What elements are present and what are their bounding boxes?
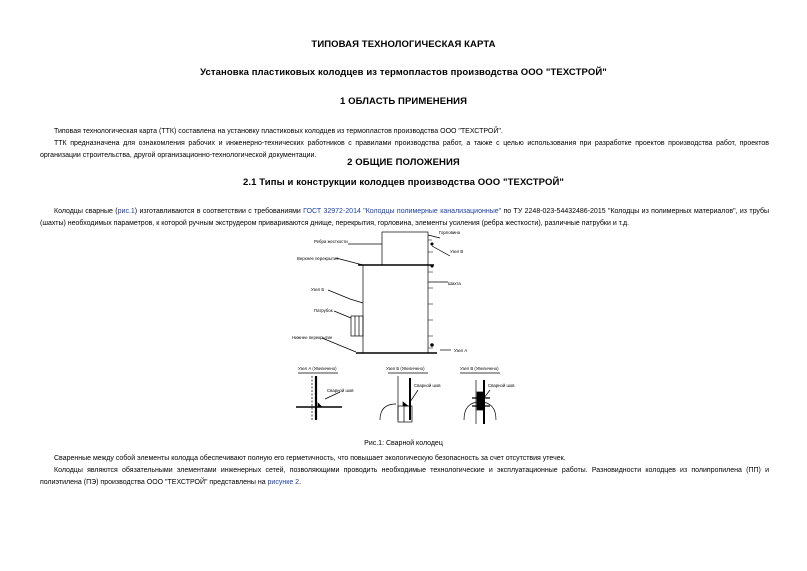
label-node-b: Узел Б <box>311 287 325 292</box>
detail-b-drawing <box>380 373 428 422</box>
label-neck: Горловина <box>439 230 461 235</box>
label-weld-b: Сварной шов <box>414 383 441 388</box>
link-fig1[interactable]: рис.1 <box>117 208 135 215</box>
label-weld-a: Сварной шов <box>327 388 354 393</box>
shaft-shape <box>363 265 428 353</box>
text: Колодцы являются обязательными элементами инженерных сетей, позволяющими проводить необходимые технологические и эксплуатационные работы. Разновидности колодцев из полипропилена (ПП) и полиэтилена (ПЭ) производства ООО "ТЕХСТРОЙ" представлены на <box>40 467 769 486</box>
label-ribs: Ребра жесткости <box>314 239 348 244</box>
label-node-a: Узел А <box>454 348 468 353</box>
paragraph-1: Типовая технологическая карта (ТТК) составлена на установку пластиковых колодцев из термопластов производства ООО "ТЕХСТРОЙ". <box>54 128 503 135</box>
paragraph-4: Сваренные между собой элементы колодца обеспечивают полную его герметичность, что повышает экологическую безопасность за счет отсутствия утечек. <box>54 455 566 462</box>
link-gost[interactable]: ГОСТ 32972-2014 "Колодцы полимерные канализационные" <box>303 208 502 215</box>
paragraph-3 <box>40 206 769 230</box>
section-heading-2: 2 ОБЩИЕ ПОЛОЖЕНИЯ <box>347 157 460 168</box>
text: по ТУ 2248-023-54432486-2015 "Колодцы из полимерных материалов", из трубы (шахты) необходимых параметров, к которой ручным экструдером привариваются днище, перекрытия, горловина, элементы усиления (ребра жесткости), различные патрубки и т.д. <box>40 208 770 227</box>
figure-caption: Рис.1: Сварной колодец <box>364 440 443 447</box>
section-heading-1: 1 ОБЛАСТЬ ПРИМЕНЕНИЯ <box>339 96 468 107</box>
text: Колодцы сварные ( <box>54 208 118 215</box>
detail-v-drawing <box>460 373 500 424</box>
pipe-branch-shape <box>351 316 363 336</box>
doc-title: ТИПОВАЯ ТЕХНОЛОГИЧЕСКАЯ КАРТА <box>311 39 496 50</box>
paragraph-5 <box>40 465 769 489</box>
neck-shape <box>382 232 428 265</box>
label-detail-a: Узел А (Увеличено) <box>298 366 337 371</box>
text: . <box>299 479 302 486</box>
paragraph-2: ТТК предназначена для ознакомления рабочих и инженерно-технических работников с правилами производства работ, а также с целью использования при разработке проектов производства работ, проектов организации строительства, другой организационно-технологической документации. <box>40 140 769 159</box>
detail-a-drawing <box>296 373 342 420</box>
label-bottom-cover: Нижнее перекрытие <box>292 335 333 340</box>
label-shaft: Шахта <box>448 281 461 286</box>
label-node-v: Узел В <box>450 249 464 254</box>
label-weld-v: Сварной шов <box>488 383 515 388</box>
text: ) изготавливаются в соответствии с требованиями <box>134 208 304 215</box>
link-fig2[interactable]: рисунке 2 <box>267 479 300 486</box>
label-detail-v: Узел В (Увеличено) <box>460 366 499 371</box>
label-pipe-branch: Патрубок <box>314 308 333 313</box>
label-detail-b: Узел Б (Увеличено) <box>386 366 425 371</box>
doc-subtitle: Установка пластиковых колодцев из термопластов производства ООО "ТЕХСТРОЙ" <box>200 67 607 78</box>
label-top-cover: Верхнее перекрытие <box>297 256 339 261</box>
section-heading-2-1: 2.1 Типы и конструкции колодцев производства ООО "ТЕХСТРОЙ" <box>243 177 564 188</box>
